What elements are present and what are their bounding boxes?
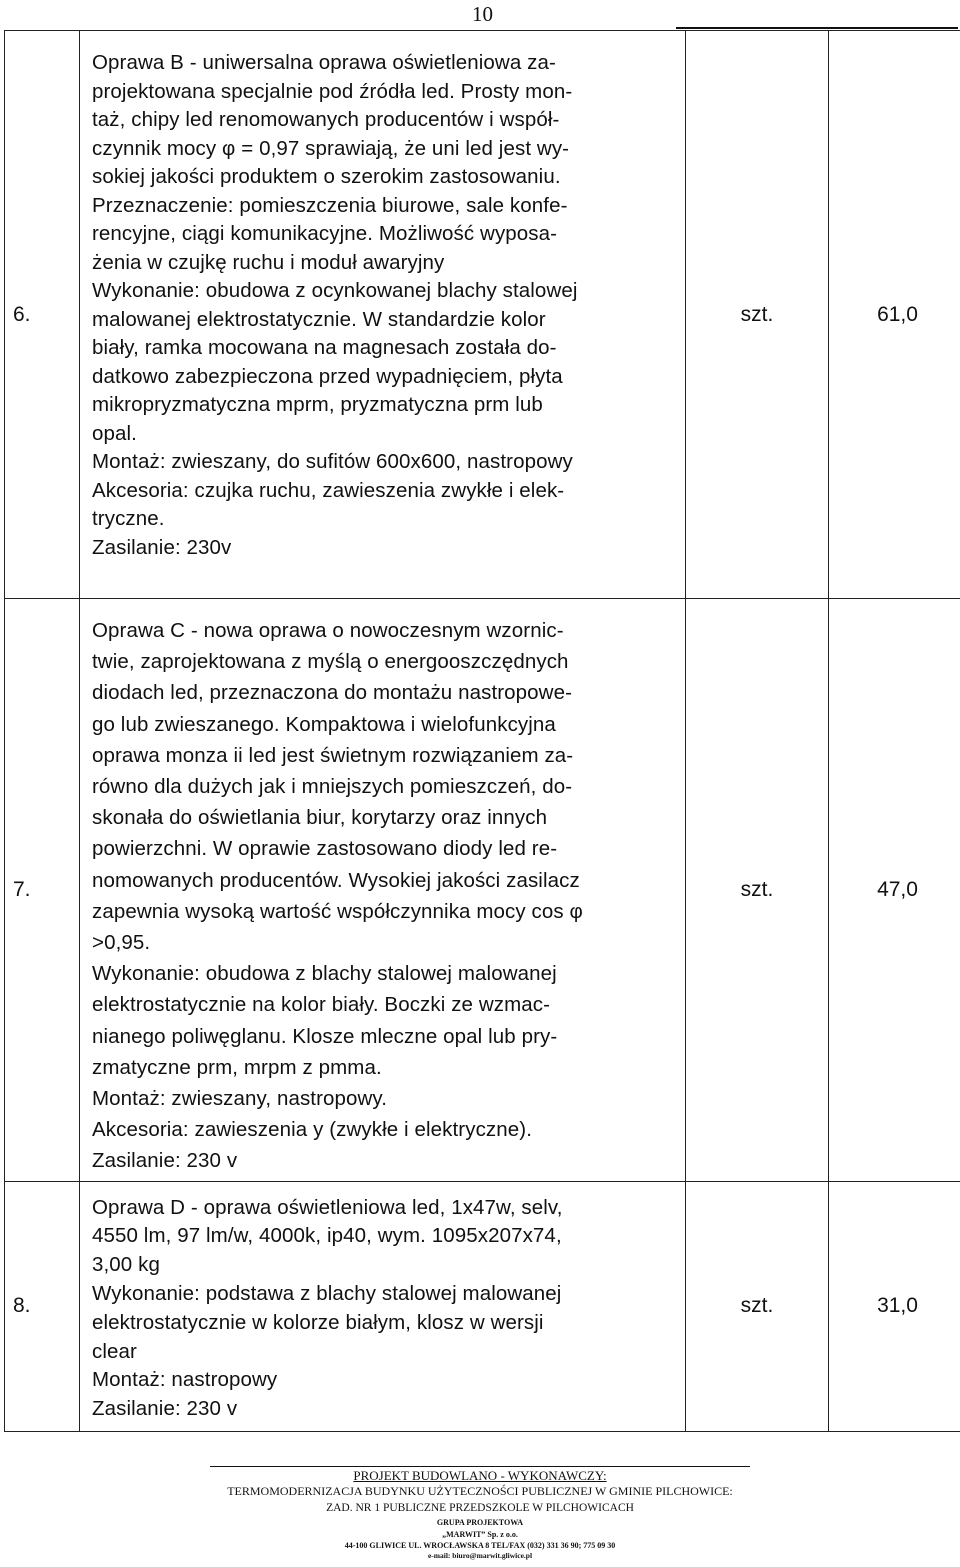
footer-project-title: TERMOMODERNIZACJA BUDYNKU UŻYTECZNOŚCI PUBLICZNEJ W GMINIE PILCHOWICE: <box>227 1484 733 1498</box>
description-line: równo dla dużych jak i mniejszych pomieszczeń, do- <box>92 775 573 799</box>
description-line: Montaż: nastropowy <box>92 1368 278 1392</box>
description-line: twie, zaprojektowana z myślą o energooszczędnych <box>92 650 569 674</box>
description-line: elektrostatycznie w kolorze białym, klosz w wersji <box>92 1310 544 1334</box>
item-number: 7. <box>5 599 80 1182</box>
item-quantity: 47,0 <box>829 599 960 1182</box>
footer-company-name: „MARWIT” Sp. z o.o. <box>442 1530 518 1539</box>
description-line: Wykonanie: podstawa z blachy stalowej malowanej <box>92 1282 562 1306</box>
item-number: 6. <box>5 31 80 599</box>
header-rule <box>676 27 958 29</box>
description-line: Przeznaczenie: pomieszczenia biurowe, sale konfe- <box>92 193 568 217</box>
item-description <box>80 1181 686 1431</box>
description-line: skonała do oświetlania biur, korytarzy oraz innych <box>92 806 548 830</box>
description-line: Oprawa D - oprawa oświetleniowa led, 1x47w, selv, <box>92 1195 563 1219</box>
description-line: elektrostatycznie na kolor biały. Boczki ze wzmac- <box>92 993 551 1017</box>
page-number: 10 <box>472 2 493 26</box>
table-row <box>5 1181 960 1431</box>
description-line: go lub zwieszanego. Kompaktowa i wielofunkcyjna <box>92 712 556 736</box>
description-line: mikropryzmatyczna mprm, pryzmatyczna prm lub <box>92 393 543 416</box>
description-line: Akcesoria: zawieszenia y (zwykłe i elektryczne). <box>92 1118 532 1142</box>
description-line: czynnik mocy φ = 0,97 sprawiają, że uni led jest wy- <box>92 136 570 160</box>
item-description <box>80 599 686 1182</box>
item-quantity: 31,0 <box>829 1181 960 1431</box>
description-line: oprawa monza ii led jest świetnym rozwiązaniem za- <box>92 743 574 767</box>
description-line: Oprawa C - nowa oprawa o nowoczesnym wzornic- <box>92 619 564 642</box>
footer-address: 44-100 GLIWICE UL. WROCŁAWSKA 8 TEL/FAX (032) 331 36 90; 775 09 30 <box>344 1541 616 1550</box>
description-line: Zasilanie: 230 v <box>92 1149 238 1173</box>
description-line: >0,95. <box>92 931 151 955</box>
description-line: 4550 lm, 97 lm/w, 4000k, ip40, wym. 1095x207x74, <box>92 1224 562 1248</box>
description-line: projektowana specjalnie pod źródła led. Prosty mon- <box>92 79 573 103</box>
description-line: nomowanych producentów. Wysokiej jakości zasilacz <box>92 868 580 892</box>
description-line: zapewnia wysoką wartość współczynnika mocy cos φ <box>92 899 583 923</box>
description-lines <box>80 599 685 1181</box>
item-description <box>80 31 686 599</box>
item-unit: szt. <box>686 31 829 599</box>
description-line: rencyjne, ciągi komunikacyjne. Możliwość wyposa- <box>92 222 558 245</box>
table-row <box>5 599 960 1182</box>
item-unit: szt. <box>686 1181 829 1431</box>
description-line: nianego poliwęglanu. Klosze mleczne opal lub pry- <box>92 1024 558 1048</box>
description-line: Zasilanie: 230 v <box>92 1397 238 1421</box>
footer-email: e-mail: biuro@marwit.gliwice.pl <box>427 1551 533 1560</box>
description-line: Montaż: zwieszany, nastropowy. <box>92 1087 388 1111</box>
footer-task: ZAD. NR 1 PUBLICZNE PRZEDSZKOLE W PILCHOWICACH <box>326 1502 634 1514</box>
description-line: Montaż: zwieszany, do sufitów 600x600, nastropowy <box>92 450 573 473</box>
item-quantity: 61,0 <box>829 31 960 599</box>
description-line: Akcesoria: czujka ruchu, zawieszenia zwykłe i elek- <box>92 478 565 502</box>
description-lines <box>80 1182 685 1428</box>
description-line: Oprawa B - uniwersalna oprawa oświetleniowa za- <box>92 51 556 74</box>
item-unit: szt. <box>686 599 829 1182</box>
footer-company-group: GRUPA PROJEKTOWA <box>436 1518 524 1527</box>
footer-rule <box>210 1466 750 1467</box>
description-line: 3,00 kg <box>92 1253 160 1277</box>
description-line: diodach led, przeznaczona do montażu nastropowe- <box>92 681 573 705</box>
description-line: żenia w czujkę ruchu i moduł awaryjny <box>92 250 445 274</box>
footer-project-type: PROJEKT BUDOWLANO - WYKONAWCZY: <box>353 1468 607 1483</box>
description-line: clear <box>92 1339 137 1363</box>
description-line: opal. <box>92 421 137 445</box>
footer <box>180 1468 780 1561</box>
description-line: Wykonanie: obudowa z ocynkowanej blachy stalowej <box>92 279 578 302</box>
description-line: sokiej jakości produktem o szerokim zastosowaniu. <box>92 165 561 188</box>
description-line: tryczne. <box>92 507 165 530</box>
description-line: Zasilanie: 230v <box>92 535 232 559</box>
specification-table <box>4 30 960 1432</box>
description-line: Wykonanie: obudowa z blachy stalowej malowanej <box>92 962 557 986</box>
table-row <box>5 31 960 599</box>
description-lines <box>80 31 685 566</box>
description-line: zmatyczne prm, mrpm z pmma. <box>92 1055 382 1079</box>
description-line: taż, chipy led renomowanych producentów i współ- <box>92 108 560 131</box>
description-line: powierzchni. W oprawie zastosowano diody led re- <box>92 837 558 861</box>
specification-table-body <box>5 31 960 1432</box>
description-line: biały, ramka mocowana na magnesach została do- <box>92 336 557 359</box>
item-number: 8. <box>5 1181 80 1431</box>
description-line: datkowo zabezpieczona przed wypadnięciem, płyta <box>92 364 563 388</box>
description-line: malowanej elektrostatycznie. W standardzie kolor <box>92 307 546 331</box>
